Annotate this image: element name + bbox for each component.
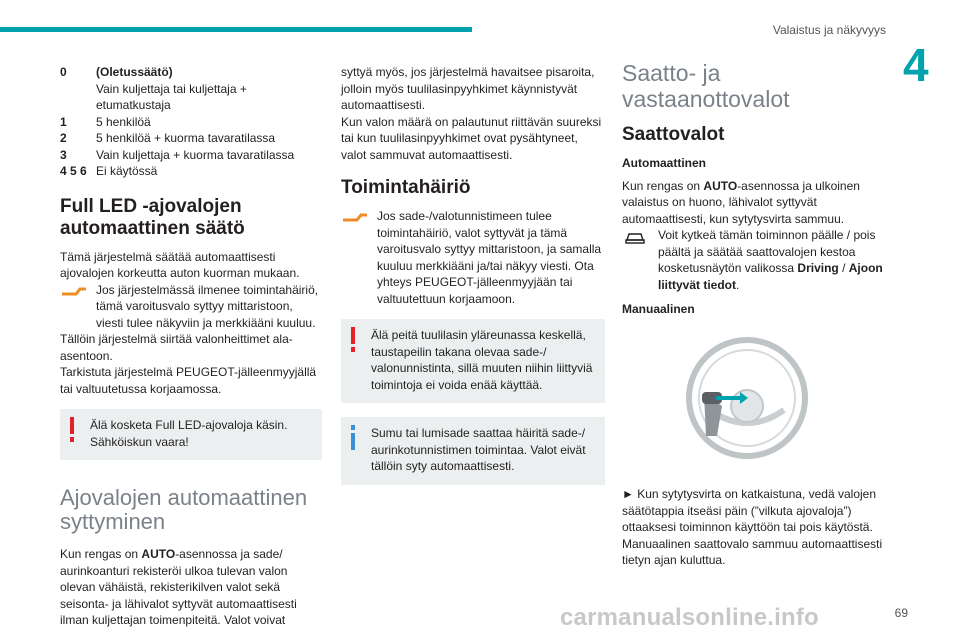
column-1 <box>60 64 322 629</box>
load-row: 3 Vain kuljettaja + kuorma tavaratilassa <box>60 147 295 162</box>
full-led-warning-paragraph: Jos järjestelmässä ilmenee toimintahäiriö, tämä varoitusvalo syttyy mittaristoon, viesti tulee näkyviin ja merkkiääni kuuluu. <box>60 282 322 332</box>
load-row: 1 5 henkilöä <box>60 114 151 129</box>
full-led-paragraph-2: Tällöin järjestelmä siirtää valonheittimet ala-asentoon. <box>60 332 293 363</box>
headlamp-levelling-warning-icon <box>62 286 86 298</box>
load-row: 2 5 henkilöä + kuorma tavaratilassa <box>60 131 276 145</box>
full-led-paragraph-3: Tarkistuta järjestelmä PEUGEOT-jälleenmyyjällä tai valtuutetussa korjaamossa. <box>60 365 317 396</box>
warning-exclamation-icon <box>68 417 76 443</box>
section-title: Valaistus ja näkyvyys <box>772 23 886 37</box>
warning-exclamation-icon <box>349 327 357 353</box>
column-2 <box>341 64 605 495</box>
header-accent-bar <box>0 27 472 32</box>
auto-lights-paragraph: Kun rengas on AUTO-asennossa ja sade/ aurinkoanturi rekisteröi ulkoa tulevan valon olevan vähäistä, rekisterikilven valot sekä seisonta- ja lähivalot syttyvät automaattisesti ilman kuljettajan toimenpiteitä. Valot voivat <box>60 547 297 627</box>
warning-note <box>341 319 605 403</box>
load-row: Vain kuljettaja tai kuljettaja + etumatkustaja <box>96 81 247 112</box>
full-led-heading: Full LED -ajovalojen automaattinen säätö <box>60 195 245 239</box>
warning-note-text: Älä peitä tuulilasin yläreunassa keskellä, taustapeilin takana olevaa sade-/ valonunnistinta, sillä muuten niihin liittyviä toimintoja ei voida enää käyttää. <box>371 328 593 392</box>
manual-subheading: Manuaalinen <box>622 302 695 316</box>
lights-off-paragraph: Kun valon määrä on palautunut riittävän suureksi tai kun tuulilasinpyyhkimet ovat pysähtyneet, valot sammuvat automaattisesti. <box>341 114 602 162</box>
rain-paragraph: syttyä myös, jos järjestelmä havaitsee pisaroita, jolloin myös tuulilasinpyyhkimet käynnistyvät automaattisesti. <box>341 65 595 112</box>
page-number: 69 <box>894 606 908 620</box>
malfunction-warning-icon <box>343 212 367 224</box>
automatic-subheading: Automaattinen <box>622 156 706 170</box>
load-table <box>60 64 322 180</box>
steering-wheel-lever-icon <box>682 336 812 466</box>
touchscreen-paragraph: Voit kytkeä tämän toiminnon päälle / pois päältä ja säätää saattovalojen kestoa kosketusnäytön valikossa Driving / Ajoon liittyvät tiedot. <box>622 227 890 293</box>
malfunction-paragraph: Jos sade-/valotunnistimeen tulee toimintahäiriö, valot syttyvät ja tämä varoitusvalo syttyy mittaristoon, ja samalla kuuluu merkkiääni ja/tai näkyy viesti. Ota yhteys PEUGEOT-jälleenmyyjään tai valtuutettuun korjaamoon. <box>341 208 605 307</box>
automatic-paragraph: Kun rengas on AUTO-asennossa ja ulkoinen valaistus on huono, lähivalot syttyvät automaattisesti, kun sytytysvirta sammuu. <box>622 178 860 226</box>
info-note <box>341 417 605 485</box>
full-led-paragraph: Tämä järjestelmä säätää automaattisesti ajovalojen korkeutta auton kuorman mukaan. <box>60 249 300 280</box>
car-icon <box>624 231 646 245</box>
saattovalot-heading: Saattovalot <box>622 124 725 145</box>
info-note-text: Sumu tai lumisade saattaa häiritä sade-/ aurinkotunnistimen toimintaa. Valot eivät tällöin syty automaattisesti. <box>371 426 586 473</box>
manual-paragraph-1: ► Kun sytytysvirta on katkaistuna, vedä valojen säätötappia itseäsi päin (”vilkuta ajovaloja”) ottaaksesi toiminnon käyttöön tai pois käytöstä. <box>622 487 877 534</box>
watermark: carmanualsonline.info <box>560 604 819 631</box>
column-3 <box>622 60 890 569</box>
load-row: 4 5 6 Ei käytössä <box>60 164 158 178</box>
warning-note-text: Älä kosketa Full LED-ajovaloja käsin. Sähköiskun vaara! <box>90 418 288 449</box>
info-icon <box>349 425 357 451</box>
load-row: 0 (Oletussäätö) <box>60 65 173 79</box>
chapter-number: 4 <box>903 39 929 91</box>
auto-lights-heading: Ajovalojen automaattinen syttyminen <box>60 485 308 534</box>
malfunction-heading: Toimintahäiriö <box>341 177 471 198</box>
manual-paragraph-2: Manuaalinen saattovalo sammuu automaattisesti tietyn ajan kuluttua. <box>622 536 883 567</box>
main-heading: Saatto- ja vastaanottovalot <box>622 60 790 112</box>
warning-note <box>60 409 322 460</box>
steering-wheel-illustration <box>682 336 890 471</box>
